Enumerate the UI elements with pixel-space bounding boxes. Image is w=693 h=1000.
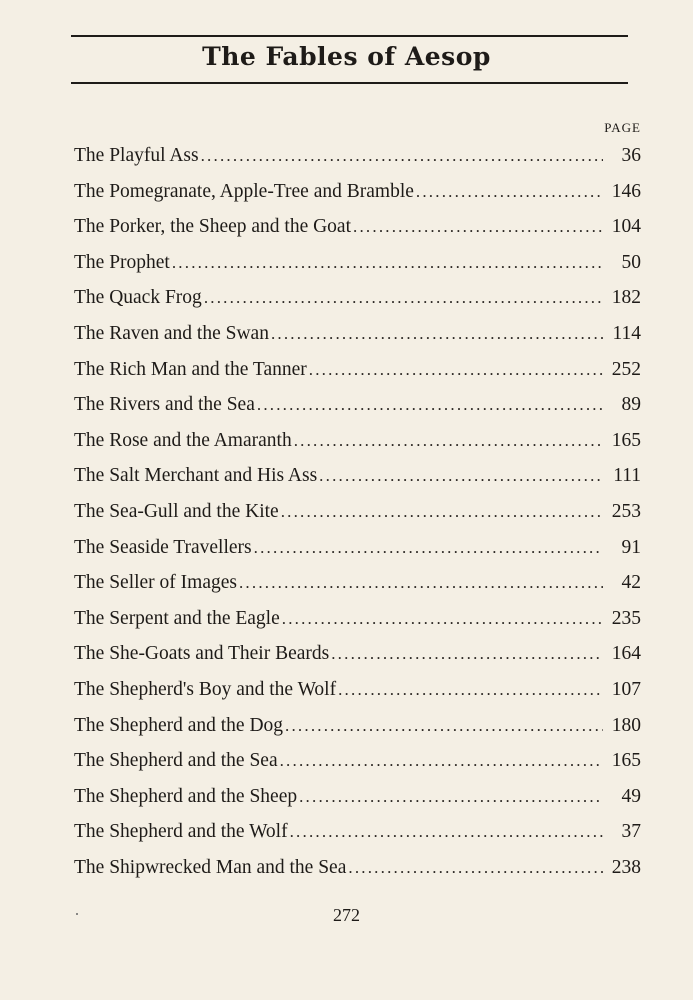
dot-leader — [204, 280, 603, 316]
dot-leader — [348, 850, 603, 886]
toc-entry-title: The Shepherd's Boy and the Wolf — [74, 678, 337, 700]
dot-leader — [331, 636, 603, 672]
dot-leader — [285, 708, 603, 744]
dot-leader — [338, 672, 603, 708]
toc-entry — [74, 423, 641, 459]
toc-entry-title: The Shipwrecked Man and the Sea — [74, 856, 347, 878]
running-header-title: The Fables of Aesop — [202, 42, 491, 71]
toc-entry-title: The Sea-Gull and the Kite — [74, 500, 279, 522]
toc-entry — [74, 458, 641, 494]
dot-leader — [201, 138, 603, 174]
dot-leader — [239, 565, 603, 601]
toc-entry-title: The Shepherd and the Wolf — [74, 821, 288, 843]
dot-leader — [282, 601, 603, 637]
toc-entry-page: 238 — [611, 856, 641, 878]
toc-entry-page: 146 — [611, 180, 641, 202]
toc-entry-page: 89 — [621, 394, 641, 416]
toc-entry — [74, 850, 641, 886]
dot-leader — [299, 779, 603, 815]
dot-leader — [294, 423, 603, 459]
toc-entry-title: The Rich Man and the Tanner — [74, 358, 307, 380]
toc-entry-page: 235 — [611, 607, 641, 629]
dot-leader — [280, 743, 603, 779]
toc-entry-page: 114 — [612, 322, 641, 344]
toc-entry — [74, 601, 641, 637]
dot-leader — [353, 209, 603, 245]
dot-leader — [257, 387, 603, 423]
toc-entry-page: 180 — [611, 714, 641, 736]
toc-entry — [74, 814, 641, 850]
toc-entry-page: 164 — [611, 643, 641, 665]
toc-entry — [74, 352, 641, 388]
toc-entry — [74, 280, 641, 316]
toc-entry-title: The Playful Ass — [74, 145, 199, 166]
toc-entry-page: 253 — [611, 500, 641, 522]
toc-entry — [74, 779, 641, 815]
toc-entry — [74, 387, 641, 423]
toc-entry — [74, 245, 641, 281]
toc-entry — [74, 708, 641, 744]
toc-entry — [74, 138, 641, 174]
toc-entry-page: 165 — [611, 429, 641, 451]
dot-leader — [416, 174, 603, 210]
toc-entry-title: The Rose and the Amaranth — [74, 429, 292, 451]
dot-leader — [281, 494, 603, 530]
toc-entry — [74, 672, 641, 708]
toc-entry-page: 165 — [611, 750, 641, 772]
toc-entry — [74, 209, 641, 245]
toc-entry-title: The Quack Frog — [74, 287, 202, 309]
toc-entry-title: The Seaside Travellers — [74, 536, 252, 558]
toc-entry-title: The Serpent and the Eagle — [74, 607, 280, 629]
dot-leader — [254, 530, 603, 566]
toc-entry-page: 42 — [621, 572, 641, 594]
toc-entry-title: The She-Goats and Their Beards — [74, 643, 330, 665]
toc-entry-title: The Prophet — [74, 251, 170, 273]
toc-entry-page: 36 — [621, 145, 641, 166]
toc-entry-page: 182 — [611, 287, 641, 309]
header-rule-top — [71, 35, 628, 37]
toc-entry-page: 50 — [621, 251, 641, 273]
dot-leader — [290, 814, 603, 850]
toc-entry-page: 37 — [621, 821, 641, 843]
toc-entry-page: 252 — [611, 358, 641, 380]
toc-entry-title: The Seller of Images — [74, 572, 237, 594]
toc-entry — [74, 743, 641, 779]
dot-leader — [172, 245, 603, 281]
toc-entry-title: The Pomegranate, Apple-Tree and Bramble — [74, 180, 414, 202]
toc-entry — [74, 174, 641, 210]
toc-entry — [74, 565, 641, 601]
toc-entry-title: The Shepherd and the Sea — [74, 750, 278, 772]
page-number: 272 — [333, 905, 360, 925]
toc-entry-title: The Raven and the Swan — [74, 322, 269, 344]
toc-entry — [74, 316, 641, 352]
toc-entry — [74, 494, 641, 530]
page-column-label: PAGE — [604, 120, 641, 135]
toc-entry-page: 104 — [611, 216, 641, 238]
dot-leader — [271, 316, 603, 352]
toc-entry-page: 49 — [621, 785, 641, 807]
toc-entry — [74, 530, 641, 566]
dot-leader — [309, 352, 603, 388]
dot-leader — [319, 458, 603, 494]
toc-entry — [74, 636, 641, 672]
toc-entry-page: 107 — [611, 678, 641, 700]
toc-entry-title: The Rivers and the Sea — [74, 394, 255, 416]
header-rule-bottom — [71, 82, 628, 84]
toc-entry-title: The Salt Merchant and His Ass — [74, 465, 318, 487]
table-of-contents — [74, 138, 641, 885]
toc-entry-page: 111 — [613, 465, 641, 487]
toc-entry-page: 91 — [621, 536, 641, 558]
toc-entry-title: The Shepherd and the Dog — [74, 714, 284, 736]
toc-entry-title: The Porker, the Sheep and the Goat — [74, 216, 352, 238]
toc-entry-title: The Shepherd and the Sheep — [74, 785, 298, 807]
